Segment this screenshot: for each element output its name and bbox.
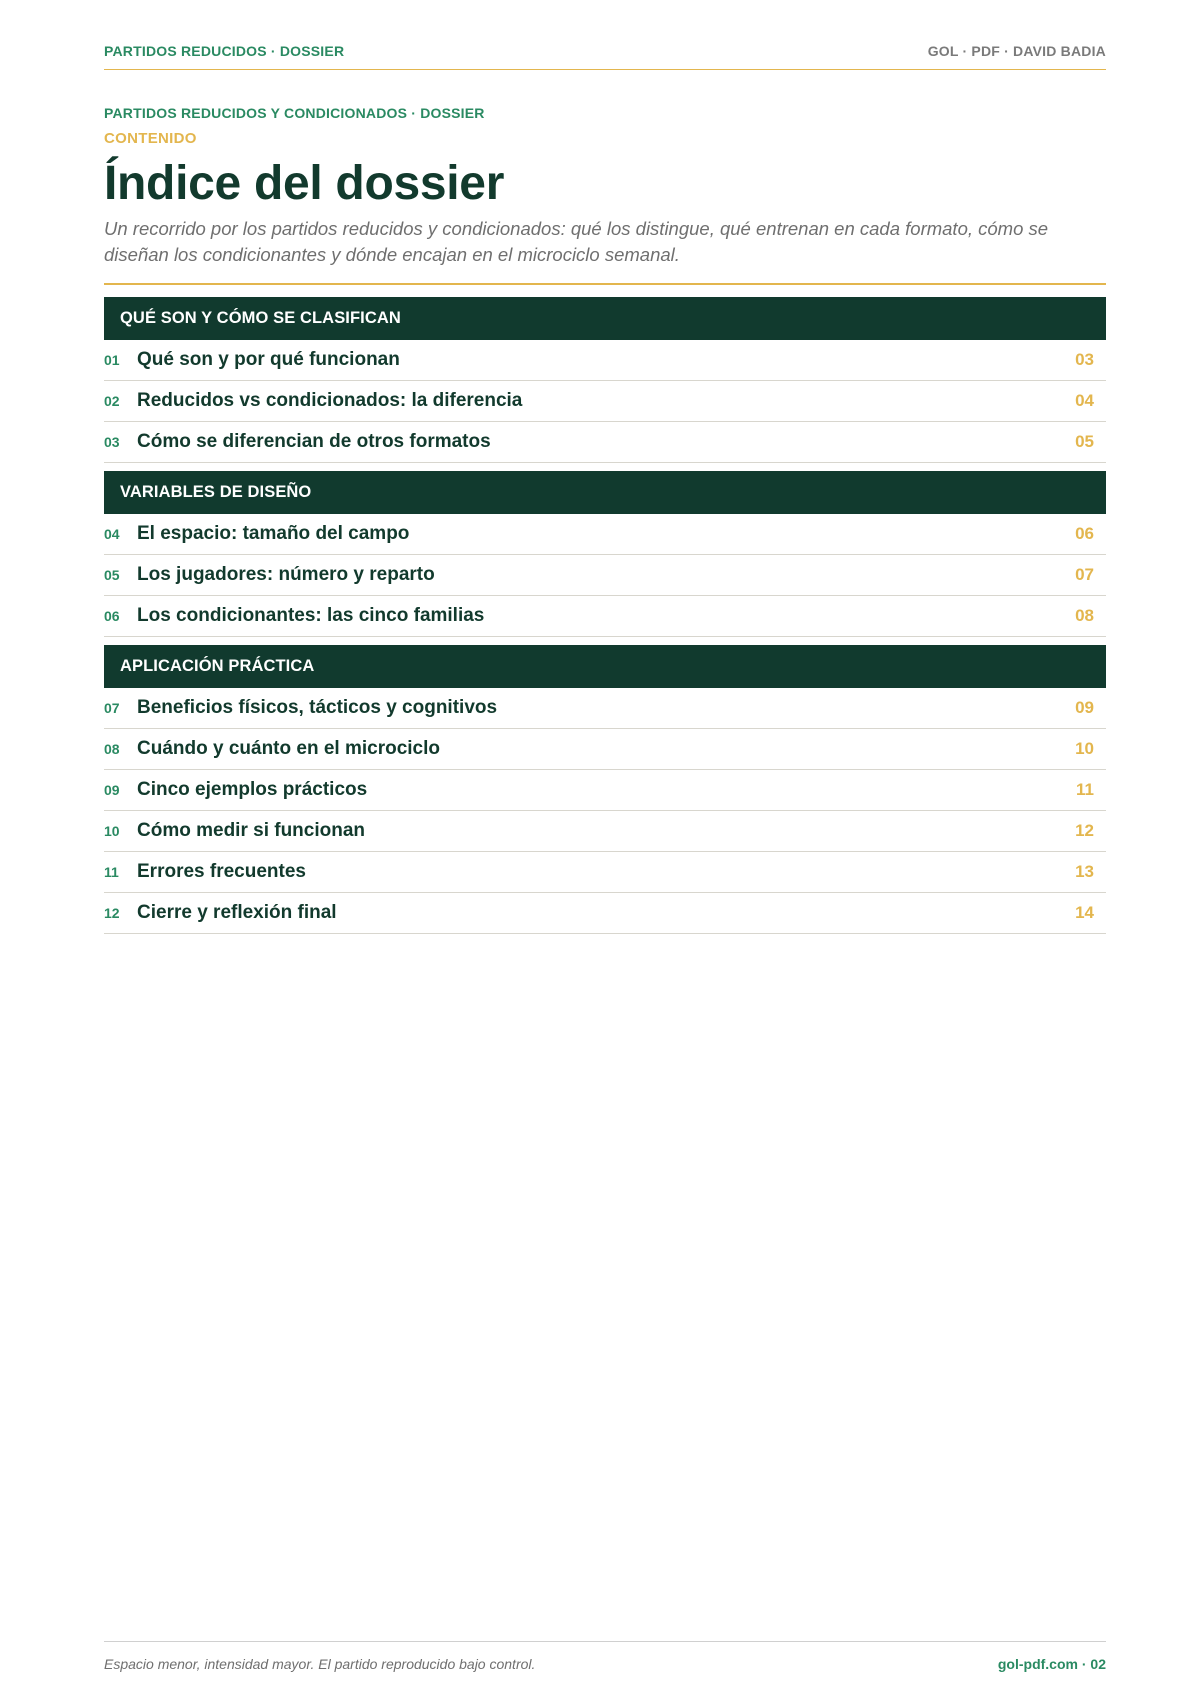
toc-entry[interactable]	[104, 688, 1106, 729]
toc-entry-number: 02	[104, 393, 120, 409]
toc-entry-number: 07	[104, 700, 120, 716]
toc-entry-page: 06	[1075, 524, 1094, 543]
toc-entry-number: 08	[104, 741, 120, 757]
toc-entry[interactable]	[104, 340, 1106, 381]
toc-entry-title: Cierre y reflexión final	[137, 902, 337, 923]
document-kicker: PARTIDOS REDUCIDOS Y CONDICIONADOS · DOSSIER	[104, 105, 485, 121]
toc-entry-title: Reducidos vs condicionados: la diferencia	[137, 390, 523, 411]
toc-entry-title: Los jugadores: número y reparto	[137, 564, 435, 585]
toc-entry-page: 09	[1075, 698, 1094, 717]
toc-entry-page: 10	[1075, 739, 1094, 758]
running-header	[104, 43, 1106, 70]
toc-entry-number: 06	[104, 608, 120, 624]
toc-entry-title: Errores frecuentes	[137, 861, 306, 882]
toc-entry-number: 01	[104, 352, 120, 368]
toc-entry[interactable]	[104, 422, 1106, 463]
toc-entry[interactable]	[104, 770, 1106, 811]
toc-entry-title: Cuándo y cuánto en el microciclo	[137, 738, 441, 759]
toc-entry[interactable]	[104, 852, 1106, 893]
toc-entry-page: 07	[1075, 565, 1094, 584]
toc-entry-number: 09	[104, 782, 120, 798]
page-subtitle: Un recorrido por los partidos reducidos y condicionados: qué los distingue, qué entrenan en cada formato, cómo se diseñan los condicionantes y dónde encajan en el microciclo semanal.	[104, 218, 1049, 265]
toc-group-heading: VARIABLES DE DISEÑO	[104, 471, 1106, 514]
toc-group-heading: QUÉ SON Y CÓMO SE CLASIFICAN	[104, 297, 1106, 340]
toc-entry-title: Cómo se diferencian de otros formatos	[137, 431, 491, 452]
toc-entry-number: 10	[104, 823, 120, 839]
toc-group	[104, 471, 1106, 637]
toc-entry[interactable]	[104, 514, 1106, 555]
running-header-right: GOL · PDF · DAVID BADIA	[927, 43, 1106, 59]
toc-entry-page: 03	[1075, 350, 1094, 369]
footer-divider	[104, 1641, 1106, 1642]
title-divider	[104, 283, 1106, 285]
toc-group-heading: APLICACIÓN PRÁCTICA	[104, 645, 1106, 688]
toc-entry-page: 08	[1075, 606, 1094, 625]
toc-entry[interactable]	[104, 555, 1106, 596]
toc-entry-page: 13	[1075, 862, 1094, 881]
toc-group	[104, 645, 1106, 934]
document-page	[104, 0, 1106, 1697]
toc-entry-title: Qué son y por qué funcionan	[137, 349, 400, 370]
section-label: CONTENIDO	[104, 130, 197, 147]
footer-tagline: Espacio menor, intensidad mayor. El partido reproducido bajo control.	[104, 1656, 536, 1672]
toc-entry-title: Los condicionantes: las cinco familias	[137, 605, 485, 626]
toc-entry-number: 03	[104, 434, 120, 450]
toc-entry[interactable]	[104, 596, 1106, 637]
toc-entry-number: 04	[104, 526, 120, 542]
toc-entry-title: El espacio: tamaño del campo	[137, 523, 410, 544]
toc-entry[interactable]	[104, 893, 1106, 934]
running-header-left: PARTIDOS REDUCIDOS · DOSSIER	[104, 43, 345, 59]
toc-entry-title: Cómo medir si funcionan	[137, 820, 366, 841]
toc-entry-page: 11	[1076, 780, 1094, 799]
footer-page-number: gol-pdf.com · 02	[997, 1656, 1106, 1672]
toc-entry[interactable]	[104, 381, 1106, 422]
toc-group	[104, 297, 1106, 463]
toc-entry-page: 05	[1075, 432, 1094, 451]
toc-entry-title: Cinco ejemplos prácticos	[137, 779, 368, 800]
toc-entry-title: Beneficios físicos, tácticos y cognitivos	[137, 697, 498, 718]
table-of-contents	[104, 297, 1106, 942]
toc-entry[interactable]	[104, 811, 1106, 852]
toc-entry-number: 11	[104, 864, 119, 880]
toc-entry-page: 12	[1075, 821, 1094, 840]
toc-entry[interactable]	[104, 729, 1106, 770]
page-title: Índice del dossier	[104, 157, 505, 210]
toc-entry-number: 05	[104, 567, 120, 583]
toc-entry-page: 14	[1075, 903, 1094, 922]
toc-entry-page: 04	[1075, 391, 1094, 410]
toc-entry-number: 12	[104, 905, 120, 921]
